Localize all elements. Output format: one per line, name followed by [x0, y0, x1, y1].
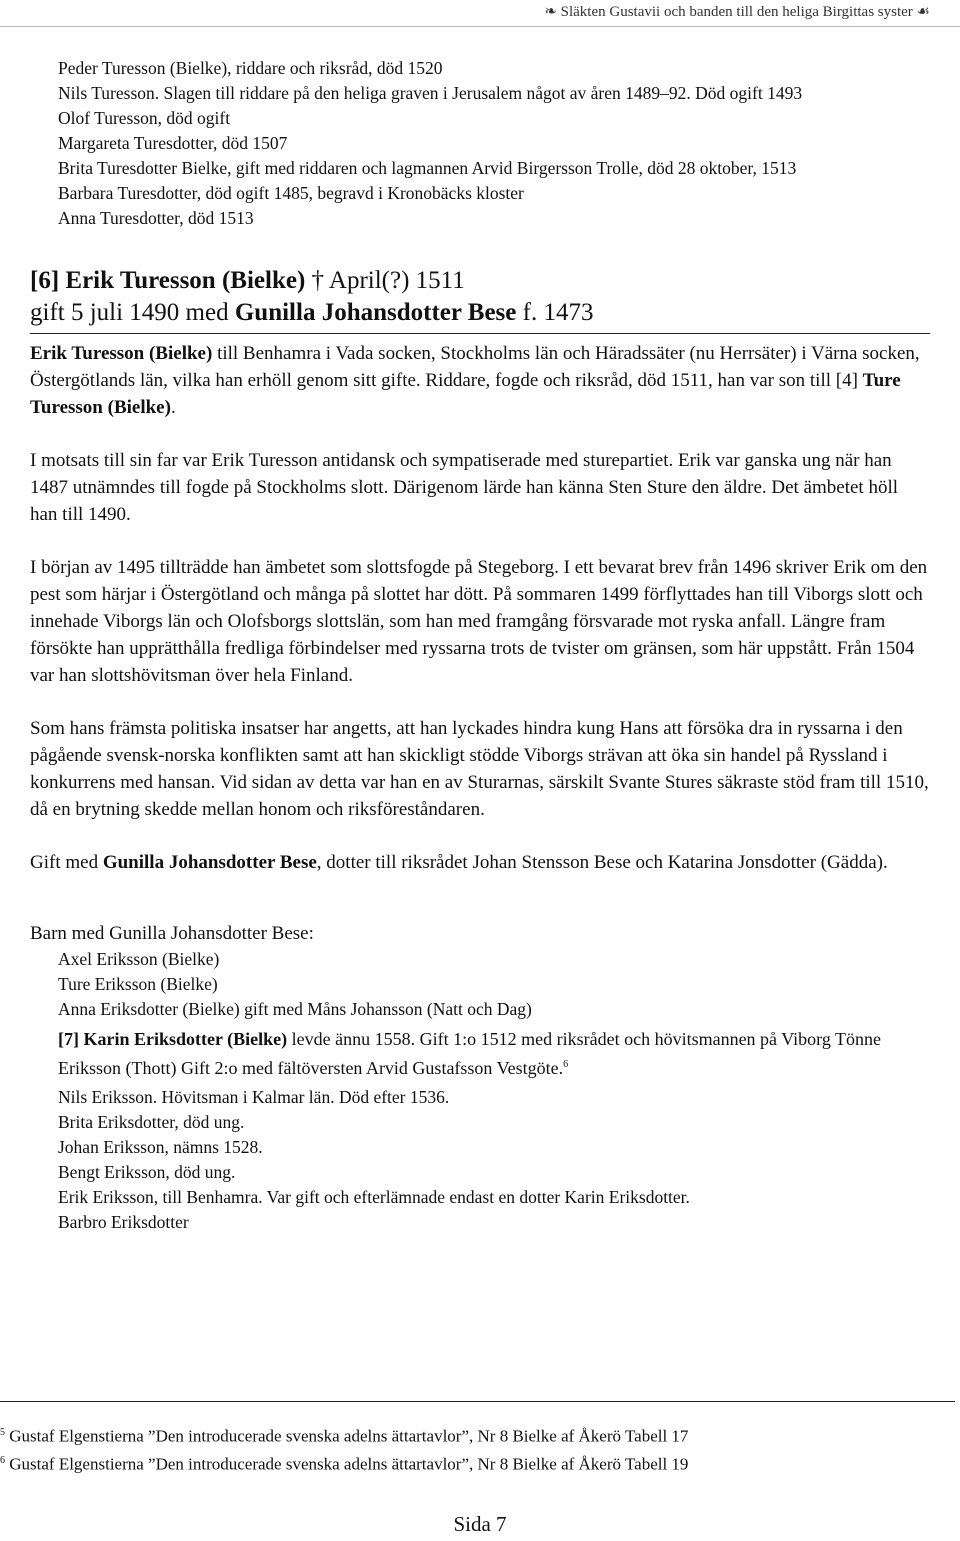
footnote-number: 5	[0, 1427, 5, 1438]
heading-name: Erik Turesson (Bielke)	[65, 267, 306, 294]
sibling-item: Brita Turesdotter Bielke, gift med riddaren och lagmannen Arvid Birgersson Trolle, död 28 oktober, 1513	[58, 158, 797, 178]
child-item: Johan Eriksson, nämns 1528.	[58, 1137, 263, 1157]
heading-death: † April(?) 1511	[311, 267, 465, 294]
footnote-number: 6	[0, 1454, 5, 1466]
header-title: ❧ Släkten Gustavii och banden till den heliga Birgittas syster ☙	[544, 4, 930, 20]
heading-spouse-born: f. 1473	[522, 299, 594, 326]
children-list	[30, 947, 930, 1235]
child-item: Ture Eriksson (Bielke)	[58, 974, 218, 994]
sibling-item: Anna Turesdotter, död 1513	[58, 208, 254, 228]
paragraph-3: I början av 1495 tillträdde han ämbetet som slottsfogde på Stegeborg. I ett bevarat brev från 1496 skriver Erik om den pest som härjar i Östergötland och många på slottet har dött. På sommaren 1499 förflyttades han till Viborgs slott och innehade Viborgs län och Olofsborgs slottslän, som han med framgång försvarade mot ryska anfall. Längre fram försökte han upprätthålla fredliga förbindelser med ryssarna trots de tvister om gränsen, som här uppstått. Från 1504 var han slottshövitsman över hela Finland.	[30, 557, 928, 686]
siblings-list	[30, 56, 930, 231]
child-item: Bengt Eriksson, död ung.	[58, 1162, 236, 1182]
footnote-text: Gustaf Elgenstierna ”Den introducerade svenska adelns ättartavlor”, Nr 8 Bielke af Åkerö Tabell 19	[5, 1454, 689, 1474]
child-item: Nils Eriksson. Hövitsman i Kalmar län. Död efter 1536.	[58, 1087, 450, 1107]
heading-spouse: Gunilla Johansdotter Bese	[234, 299, 517, 326]
heading-number: [6]	[30, 267, 60, 294]
children-title: Barn med Gunilla Johansdotter Bese:	[30, 923, 314, 944]
footnote-item	[0, 1421, 960, 1449]
biography	[30, 340, 930, 876]
child-item: Erik Eriksson, till Benhamra. Var gift och efterlämnade endast en dotter Karin Eriksdotter.	[58, 1187, 690, 1207]
child-text: levde ännu 1558. Gift 1:o 1512 med riksrådet och hövitsmannen på Viborg Tönne Eriksson (Thott) Gift 2:o med fältöversten Arvid Gustafsson Vestgöte.	[58, 1029, 881, 1078]
child-item: Brita Eriksdotter, död ung.	[58, 1112, 245, 1132]
child-item-karin	[58, 1026, 930, 1081]
page-number: Sida 7	[453, 1512, 507, 1536]
child-item: Axel Eriksson (Bielke)	[58, 949, 220, 969]
running-header	[0, 0, 960, 27]
sibling-item: Margareta Turesdotter, död 1507	[58, 133, 288, 153]
sibling-item: Nils Turesson. Slagen till riddare på den heliga graven i Jerusalem något av åren 1489–92. Död ogift 1493	[58, 83, 803, 103]
child-item: Anna Eriksdotter (Bielke) gift med Måns Johansson (Natt och Dag)	[58, 999, 532, 1019]
footnote-item	[0, 1449, 960, 1477]
child-number: [7]	[58, 1029, 84, 1049]
paragraph-5	[30, 849, 930, 876]
paragraph-end: .	[170, 397, 176, 418]
paragraph-2: I motsats till sin far var Erik Turesson antidansk och sympatiserade med sturepartiet. Erik var ganska ung när han 1487 utnämndes till fogde på Stockholms slott. Därigenom lärde han känna Sten Sture den äldre. Det ämbetet höll han till 1490.	[30, 450, 898, 525]
page-footer	[0, 1512, 960, 1537]
paragraph-text: till Benhamra i Vada socken, Stockholms län och Häradssäter (nu Herrsäter) i Värna socken, Östergötlands län, vilka han erhöll genom sitt gifte. Riddare, fogde och riksråd, död 1511, han var son till [4]	[30, 343, 920, 391]
person-heading	[30, 265, 930, 329]
bold-name: Erik Turesson (Bielke)	[30, 343, 213, 364]
footnote-text: Gustaf Elgenstierna ”Den introducerade svenska adelns ättartavlor”, Nr 8 Bielke af Åkerö Tabell 17	[5, 1426, 689, 1446]
bold-father: Ture Turesson (Bielke)	[30, 370, 901, 418]
footnote-rule	[0, 1401, 955, 1402]
heading-rule	[30, 333, 930, 334]
sibling-item: Peder Turesson (Bielke), riddare och riksråd, död 1520	[58, 58, 443, 78]
footnote-ref[interactable]: 6	[563, 1059, 569, 1070]
paragraph-text: Gift med	[30, 852, 103, 873]
heading-married: gift 5 juli 1490 med	[30, 299, 229, 326]
bold-spouse: Gunilla Johansdotter Bese	[102, 852, 317, 873]
sibling-item: Barbara Turesdotter, död ogift 1485, begravd i Kronobäcks kloster	[58, 183, 524, 203]
page-content	[30, 56, 930, 1235]
child-name: Karin Eriksdotter (Bielke)	[83, 1029, 288, 1049]
footnotes	[0, 1421, 960, 1476]
paragraph-4: Som hans främsta politiska insatser har angetts, att han lyckades hindra kung Hans att försöka dra in ryssarna i den pågående svensk-norska konflikten samt att han skickligt stödde Viborgs strävan att öka sin handel på Ryssland i konkurrens med hansan. Vid sidan av detta var han en av Sturarnas, särskilt Svante Stures säkraste stöd fram till 1510, då en brytning skedde mellan honom och riksföreståndaren.	[30, 718, 929, 820]
paragraph-1	[30, 340, 930, 421]
sibling-item: Olof Turesson, död ogift	[58, 108, 231, 128]
paragraph-text: , dotter till riksrådet Johan Stensson Bese och Katarina Jonsdotter (Gädda).	[316, 852, 888, 873]
child-item: Barbro Eriksdotter	[58, 1212, 189, 1232]
